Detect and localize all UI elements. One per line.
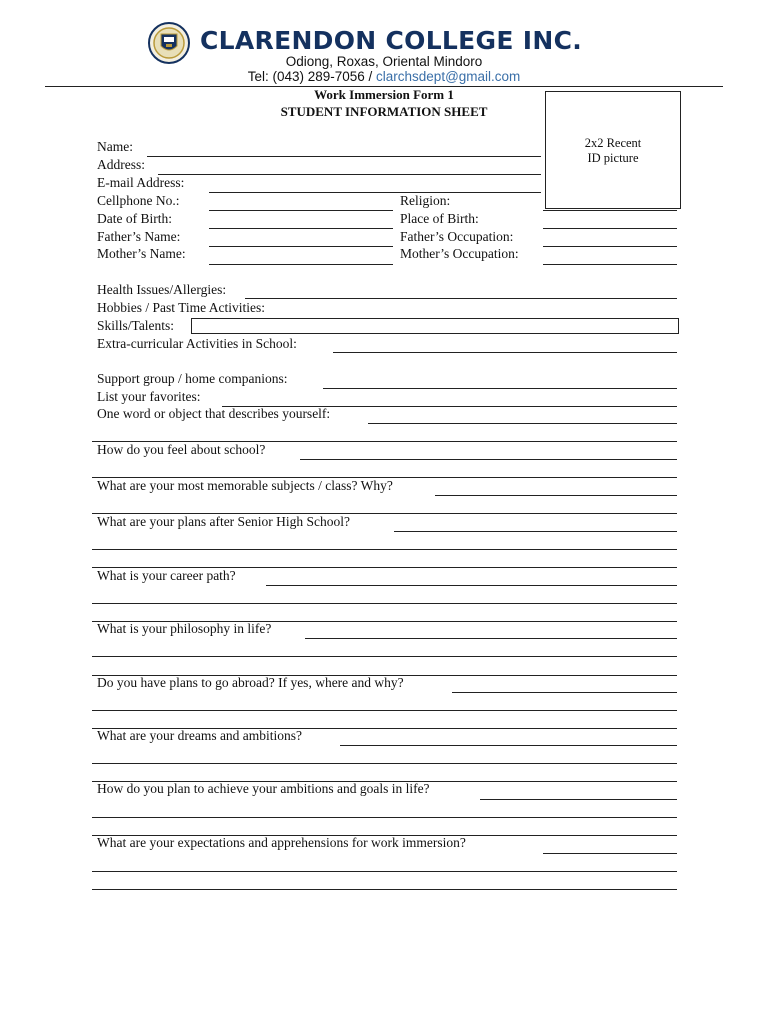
father-occupation-field[interactable] [543, 246, 677, 247]
favorites-label: List your favorites: [97, 389, 201, 404]
college-name: CLARENDON COLLEGE INC. [200, 26, 583, 55]
dob-field[interactable] [209, 228, 393, 229]
pob-label: Place of Birth: [400, 211, 479, 226]
father-occupation-label: Father’s Occupation: [400, 229, 514, 244]
name-label: Name: [97, 139, 133, 154]
q7-field[interactable] [340, 745, 677, 746]
extracurricular-field[interactable] [333, 352, 677, 353]
college-contact [0, 69, 768, 84]
dob-label: Date of Birth: [97, 211, 172, 226]
father-name-field[interactable] [209, 246, 393, 247]
q7-label: What are your dreams and ambitions? [97, 728, 303, 743]
skills-label: Skills/Talents: [97, 318, 175, 333]
q3-field[interactable] [394, 531, 677, 532]
one-word-label: One word or object that describes yourself: [97, 406, 331, 421]
address-field[interactable] [158, 174, 541, 175]
photo-label-line2: ID picture [587, 151, 639, 165]
mother-name-field[interactable] [209, 264, 393, 265]
q3-extra-line[interactable] [92, 549, 677, 550]
q2-label: What are your most memorable subjects / class? Why? [97, 478, 393, 493]
support-label: Support group / home companions: [97, 371, 288, 386]
q6-extra-line[interactable] [92, 710, 677, 711]
form-number: Work Immersion Form 1 [314, 87, 454, 102]
q4-label: What is your career path? [97, 568, 236, 583]
q3-label: What are your plans after Senior High School? [97, 514, 351, 529]
q5-field[interactable] [305, 638, 677, 639]
photo-box[interactable] [545, 91, 681, 209]
extracurricular-label: Extra-curricular Activities in School: [97, 336, 297, 351]
q4-field[interactable] [266, 585, 677, 586]
cellphone-label: Cellphone No.: [97, 193, 180, 208]
father-name-label: Father’s Name: [97, 229, 181, 244]
religion-label: Religion: [400, 193, 451, 208]
mother-occupation-label: Mother’s Occupation: [400, 246, 519, 261]
one-word-field[interactable] [368, 423, 677, 424]
q9-extra-line-1[interactable] [92, 871, 677, 872]
photo-label-line1: 2x2 Recent [584, 136, 642, 150]
mother-occupation-field[interactable] [543, 264, 677, 265]
address-label: Address: [97, 157, 145, 172]
q9-extra-line-2[interactable] [92, 889, 677, 890]
email-label: E-mail Address: [97, 175, 185, 190]
q7-extra-line[interactable] [92, 763, 677, 764]
hobbies-label: Hobbies / Past Time Activities: [97, 300, 266, 315]
email-field[interactable] [209, 192, 541, 193]
pob-field[interactable] [543, 228, 677, 229]
q8-extra-line[interactable] [92, 817, 677, 818]
q6-label: Do you have plans to go abroad? If yes, where and why? [97, 675, 404, 690]
q2-field[interactable] [435, 495, 677, 496]
email-link[interactable]: clarchsdept@gmail.com [376, 69, 521, 84]
skills-field[interactable] [191, 318, 679, 334]
q8-label: How do you plan to achieve your ambitions and goals in life? [97, 781, 430, 796]
q9-label: What are your expectations and apprehensions for work immersion? [97, 835, 466, 850]
college-address: Odiong, Roxas, Oriental Mindoro [285, 54, 483, 69]
q5-label: What is your philosophy in life? [97, 621, 272, 636]
health-field[interactable] [245, 298, 677, 299]
health-label: Health Issues/Allergies: [97, 282, 227, 297]
q5-extra-line[interactable] [92, 656, 677, 657]
q6-field[interactable] [452, 692, 677, 693]
q1-label: How do you feel about school? [97, 442, 266, 457]
religion-field[interactable] [543, 210, 677, 211]
q1-field[interactable] [300, 459, 677, 460]
telephone-text: Tel: (043) 289-7056 / [247, 69, 377, 84]
name-field[interactable] [147, 156, 541, 157]
mother-name-label: Mother’s Name: [97, 246, 186, 261]
cellphone-field[interactable] [209, 210, 393, 211]
sheet-title: STUDENT INFORMATION SHEET [280, 104, 488, 119]
q9-field[interactable] [543, 853, 677, 854]
support-field[interactable] [323, 388, 677, 389]
q4-extra-line[interactable] [92, 603, 677, 604]
q8-field[interactable] [480, 799, 677, 800]
